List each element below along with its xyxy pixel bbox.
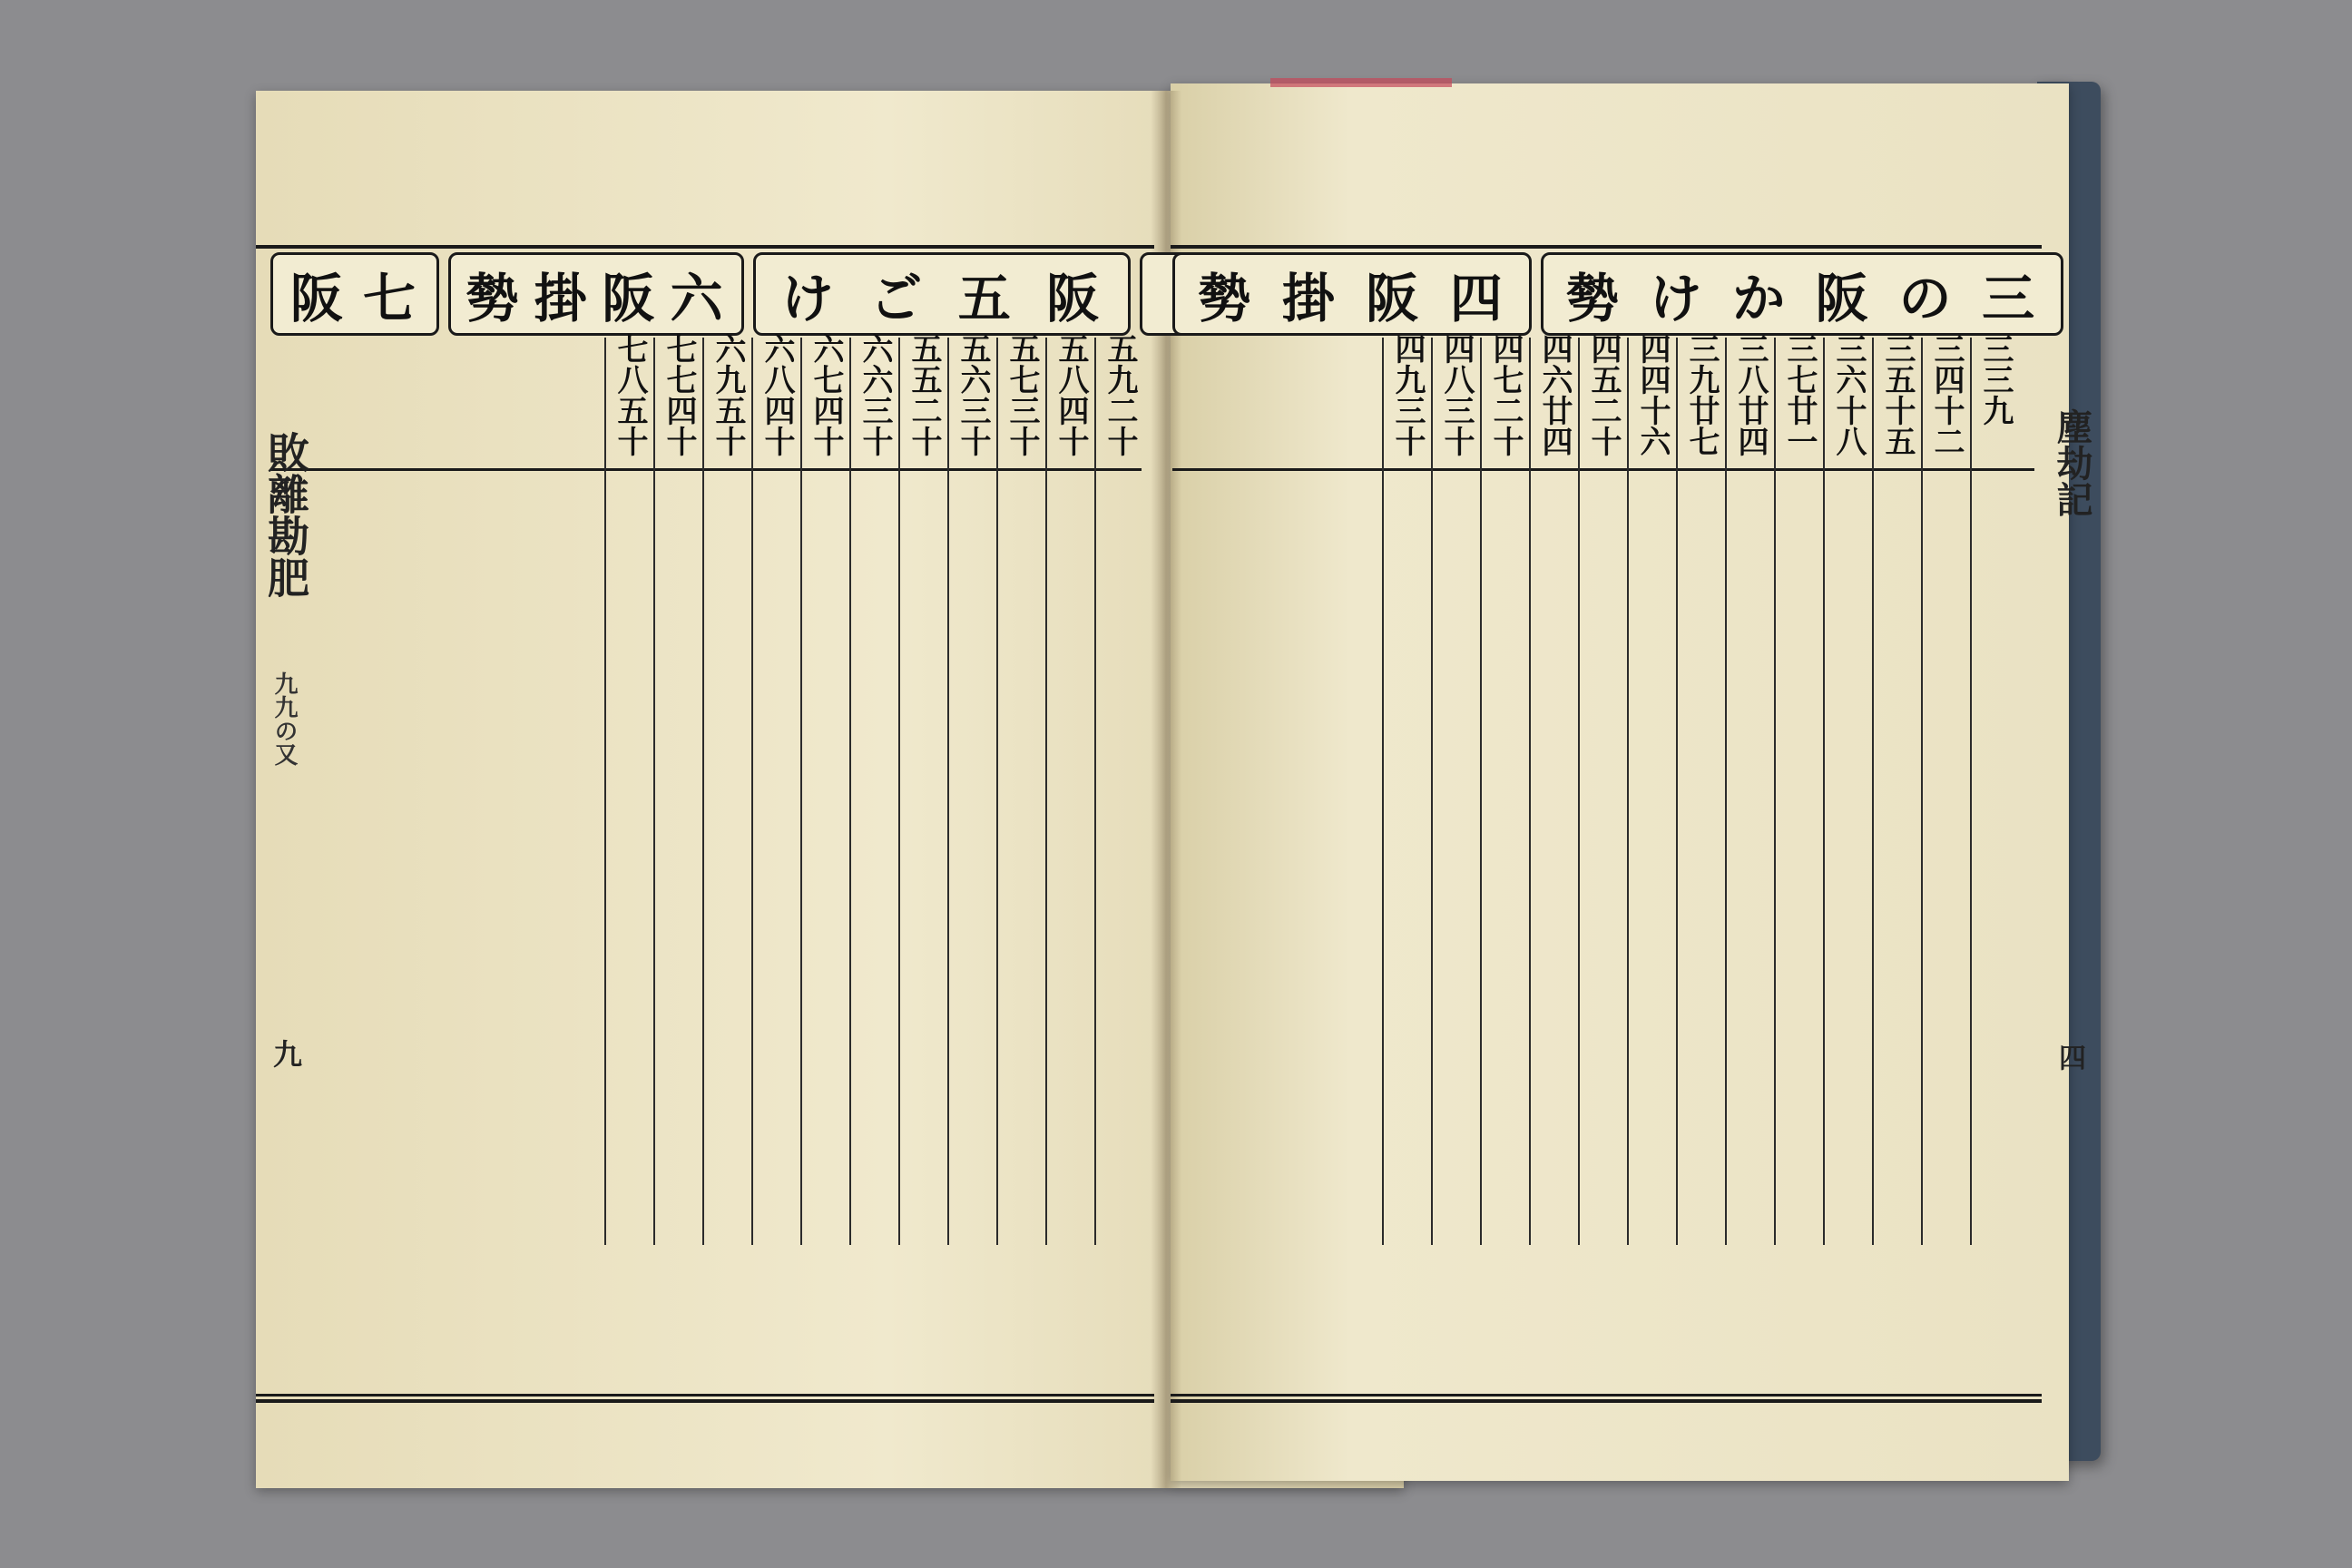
entry-number: 五八四十 bbox=[1053, 333, 1089, 456]
right-margin-title: 塵劫記 bbox=[2051, 408, 2093, 517]
table-column bbox=[1480, 333, 1529, 1245]
table-column bbox=[604, 333, 653, 1245]
table-column bbox=[1094, 333, 1143, 1245]
left-bottom-rule bbox=[256, 1394, 1154, 1396]
table-column bbox=[996, 333, 1045, 1245]
header-char: の bbox=[1898, 268, 1955, 329]
header-char: け bbox=[1649, 268, 1706, 329]
left-header-block-2 bbox=[448, 252, 744, 336]
header-char: 勢 bbox=[1198, 268, 1255, 329]
header-char: 七 bbox=[362, 268, 419, 329]
table-column bbox=[1823, 333, 1872, 1245]
table-column bbox=[702, 333, 751, 1245]
entry-number: 三七廿一 bbox=[1781, 333, 1818, 456]
entry-number: 六八四十 bbox=[759, 333, 795, 456]
table-column bbox=[1627, 333, 1676, 1245]
right-header-block-2 bbox=[1541, 252, 2063, 336]
entry-number: 六六三十 bbox=[857, 333, 893, 456]
right-header-row bbox=[1172, 252, 2063, 336]
entry-number: 四七二十 bbox=[1487, 333, 1524, 456]
left-margin-note: 九九の又 bbox=[270, 671, 298, 766]
right-entry-columns bbox=[1180, 333, 2019, 1245]
header-char: 掛 bbox=[1281, 268, 1338, 329]
table-column bbox=[1045, 333, 1094, 1245]
header-char: か bbox=[1732, 268, 1789, 329]
table-column bbox=[751, 333, 800, 1245]
table-column bbox=[1529, 333, 1578, 1245]
entry-number: 五七三十 bbox=[1004, 333, 1040, 456]
entry-number: 四六廿四 bbox=[1536, 333, 1573, 456]
right-bottom-rule bbox=[1171, 1394, 2042, 1396]
entry-number: 三八廿四 bbox=[1732, 333, 1769, 456]
entry-number: 三三九 bbox=[1977, 333, 2014, 426]
table-column bbox=[898, 333, 947, 1245]
table-column bbox=[1774, 333, 1823, 1245]
right-page-number: 四 bbox=[2053, 1044, 2085, 1071]
red-stamp-mark bbox=[1270, 78, 1452, 87]
header-char: 勢 bbox=[1565, 268, 1622, 329]
table-column bbox=[800, 333, 849, 1245]
header-char: 四 bbox=[1449, 268, 1506, 329]
entry-number: 四五二十 bbox=[1585, 333, 1622, 456]
entry-number: 三六十八 bbox=[1830, 333, 1867, 456]
header-char: 阪 bbox=[1815, 268, 1872, 329]
entry-number: 四八三十 bbox=[1438, 333, 1475, 456]
entry-number: 五九二十 bbox=[1102, 333, 1138, 456]
table-column bbox=[1676, 333, 1725, 1245]
left-header-block-3 bbox=[753, 252, 1131, 336]
header-char: 五 bbox=[957, 268, 1014, 329]
header-char: 阪 bbox=[1366, 268, 1423, 329]
entry-number: 六九五十 bbox=[710, 333, 746, 456]
table-column bbox=[1921, 333, 1970, 1245]
table-column bbox=[1725, 333, 1774, 1245]
header-char: 掛 bbox=[534, 268, 591, 329]
table-column bbox=[849, 333, 898, 1245]
header-char: 三 bbox=[1982, 268, 2039, 329]
entry-number: 四四十六 bbox=[1634, 333, 1671, 456]
table-column bbox=[1431, 333, 1480, 1245]
header-char: ご bbox=[869, 268, 926, 329]
header-char: け bbox=[780, 268, 838, 329]
table-column bbox=[1382, 333, 1431, 1245]
left-page-number: 九 bbox=[269, 1039, 303, 1068]
header-char: 阪 bbox=[289, 268, 347, 329]
left-header-row bbox=[270, 252, 1218, 336]
header-char: 阪 bbox=[602, 268, 659, 329]
table-column bbox=[1578, 333, 1627, 1245]
entry-number: 三五十五 bbox=[1879, 333, 1916, 456]
table-column bbox=[653, 333, 702, 1245]
table-column bbox=[947, 333, 996, 1245]
entry-number: 七八五十 bbox=[612, 333, 648, 456]
left-header-block-1 bbox=[270, 252, 439, 336]
table-column bbox=[1872, 333, 1921, 1245]
header-char: 阪 bbox=[1046, 268, 1103, 329]
entry-number: 五六三十 bbox=[955, 333, 991, 456]
header-char: 勢 bbox=[466, 268, 523, 329]
entry-number: 三四十二 bbox=[1928, 333, 1965, 456]
right-header-block-1 bbox=[1172, 252, 1532, 336]
table-column bbox=[1970, 333, 2019, 1245]
left-margin-title: 敗離勘肥 bbox=[261, 431, 310, 598]
entry-number: 七七四十 bbox=[661, 333, 697, 456]
left-entry-columns bbox=[299, 333, 1143, 1245]
entry-number: 五五二十 bbox=[906, 333, 942, 456]
entry-number: 三九廿七 bbox=[1683, 333, 1720, 456]
entry-number: 四九三十 bbox=[1389, 333, 1426, 456]
entry-number: 六七四十 bbox=[808, 333, 844, 456]
header-char: 六 bbox=[670, 268, 727, 329]
